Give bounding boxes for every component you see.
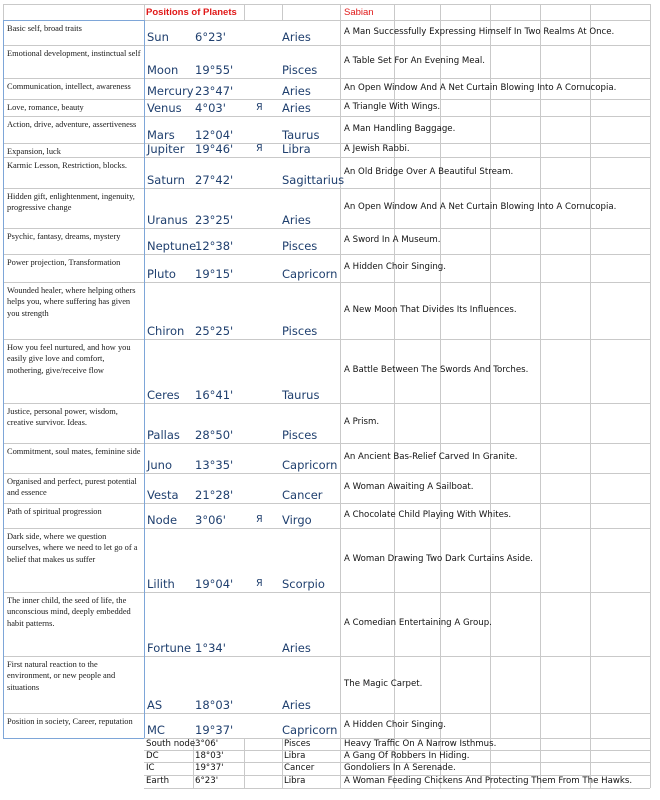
sabian-symbol: A New Moon That Divides Its Influences. xyxy=(344,305,517,315)
row-description: Hidden gift, enlightenment, ingenuity, progressive change xyxy=(7,192,135,213)
planet-sign: Aries xyxy=(282,698,311,712)
planet-sign: Aries xyxy=(282,641,311,655)
row-description: Basic self, broad traits xyxy=(7,24,82,33)
sabian-symbol: A Man Handling Baggage. xyxy=(344,124,456,134)
grid-hline xyxy=(3,503,650,504)
grid-vline xyxy=(244,738,245,788)
sabian-symbol: An Ancient Bas-Relief Carved In Granite. xyxy=(344,452,518,462)
grid-hline xyxy=(3,528,650,529)
planet-sign: Cancer xyxy=(282,488,323,502)
planet-name: MC xyxy=(147,723,165,737)
row-description: How you feel nurtured, and how you easily give love and comfort, mothering, give/receive flow xyxy=(7,343,131,375)
grid-vline xyxy=(394,4,395,788)
grid-hline xyxy=(3,403,650,404)
sabian-symbol: A Comedian Entertaining A Group. xyxy=(344,618,492,628)
grid-vline xyxy=(282,4,283,20)
planet-name: Uranus xyxy=(147,213,188,227)
planet-degree: 16°41' xyxy=(195,388,234,402)
planet-name: Neptune xyxy=(147,239,197,253)
planet-name: Sun xyxy=(147,30,169,44)
planet-degree: 23°47' xyxy=(195,84,234,98)
extra-point-sign: Pisces xyxy=(284,739,311,749)
planet-name: Mercury xyxy=(147,84,194,98)
grid-hline xyxy=(3,116,650,117)
sabian-symbol: A Table Set For An Evening Meal. xyxy=(344,56,485,66)
planet-name: Juno xyxy=(147,458,173,472)
planet-sign: Aries xyxy=(282,213,311,227)
extra-point-name: IC xyxy=(146,763,155,773)
planet-sign: Aries xyxy=(282,30,311,44)
planet-name: Mars xyxy=(147,128,175,142)
planet-degree: 3°06' xyxy=(195,513,226,527)
planet-sign: Taurus xyxy=(282,388,320,402)
row-description: Karmic Lesson, Restriction, blocks. xyxy=(7,161,128,170)
retrograde-mark: Я xyxy=(256,143,263,154)
sabian-symbol: A Hidden Choir Singing. xyxy=(344,262,446,272)
planet-degree: 12°38' xyxy=(195,239,234,253)
planet-degree: 21°28' xyxy=(195,488,234,502)
sabian-symbol: The Magic Carpet. xyxy=(344,679,423,689)
sabian-symbol: A Sword In A Museum. xyxy=(344,235,441,245)
planet-sign: Taurus xyxy=(282,128,320,142)
sabian-header: Sabian xyxy=(344,7,374,18)
row-description: Action, drive, adventure, assertiveness xyxy=(7,120,137,129)
planet-degree: 6°23' xyxy=(195,30,226,44)
row-description: Organised and perfect, purest potential and essence xyxy=(7,477,137,498)
planet-name: Chiron xyxy=(147,324,185,338)
planet-degree: 19°55' xyxy=(195,63,234,77)
grid-hline xyxy=(3,4,650,5)
sabian-symbol: An Open Window And A Net Curtain Blowing Into A Cornucopia. xyxy=(344,202,617,212)
description-border xyxy=(3,738,144,739)
sabian-symbol: A Triangle With Wings. xyxy=(344,102,441,112)
extra-point-sign: Cancer xyxy=(284,763,315,773)
planet-degree: 1°34' xyxy=(195,641,226,655)
planet-name: Saturn xyxy=(147,173,185,187)
planet-sign: Pisces xyxy=(282,324,318,338)
grid-hline xyxy=(3,713,650,714)
grid-hline xyxy=(3,443,650,444)
extra-point-degree: 6°23' xyxy=(195,776,219,786)
grid-hline xyxy=(3,254,650,255)
grid-hline xyxy=(3,143,650,144)
row-description: Position in society, Career, reputation xyxy=(7,717,133,726)
extra-point-sabian: A Woman Feeding Chickens And Protecting Them From The Hawks. xyxy=(344,776,633,786)
planet-degree: 19°46' xyxy=(195,142,234,156)
planet-sign: Aries xyxy=(282,84,311,98)
planet-name: Fortune xyxy=(147,641,192,655)
planet-sign: Scorpio xyxy=(282,577,325,591)
planet-name: Node xyxy=(147,513,178,527)
grid-vline xyxy=(490,4,491,788)
grid-hline xyxy=(3,45,650,46)
extra-point-sign: Libra xyxy=(284,751,306,761)
sabian-symbol: A Hidden Choir Singing. xyxy=(344,720,446,730)
planet-degree: 4°03' xyxy=(195,101,226,115)
row-description: Dark side, where we question ourselves, where we need to let go of a belief that makes us suffer xyxy=(7,532,138,564)
planet-name: Ceres xyxy=(147,388,180,402)
retrograde-mark: Я xyxy=(256,578,263,589)
grid-hline xyxy=(3,473,650,474)
planet-sign: Virgo xyxy=(282,513,312,527)
grid-vline xyxy=(440,4,441,788)
planet-degree: 19°04' xyxy=(195,577,234,591)
extra-point-name: DC xyxy=(146,751,159,761)
planet-sign: Pisces xyxy=(282,63,318,77)
grid-hline xyxy=(3,188,650,189)
planet-name: Vesta xyxy=(147,488,179,502)
planet-degree: 28°50' xyxy=(195,428,234,442)
extra-point-name: Earth xyxy=(146,776,170,786)
planet-degree: 23°25' xyxy=(195,213,234,227)
grid-hline xyxy=(3,99,650,100)
grid-hline xyxy=(3,339,650,340)
grid-hline xyxy=(3,656,650,657)
planet-sign: Aries xyxy=(282,101,311,115)
planet-sign: Capricorn xyxy=(282,267,338,281)
planet-degree: 18°03' xyxy=(195,698,234,712)
extra-point-sabian: A Gang Of Robbers In Hiding. xyxy=(344,751,470,761)
planet-name: AS xyxy=(147,698,163,712)
extra-point-sabian: Heavy Traffic On A Narrow Isthmus. xyxy=(344,739,497,749)
planet-degree: 25°25' xyxy=(195,324,234,338)
sabian-symbol: A Chocolate Child Playing With Whites. xyxy=(344,510,512,520)
row-description: The inner child, the seed of life, the unconscious mind, deeply embedded habit patterns. xyxy=(7,596,131,628)
planet-degree: 19°15' xyxy=(195,267,234,281)
planet-sign: Libra xyxy=(282,142,311,156)
planet-degree: 13°35' xyxy=(195,458,234,472)
retrograde-mark: Я xyxy=(256,102,263,113)
description-border xyxy=(3,20,144,21)
grid-hline xyxy=(3,282,650,283)
sabian-symbol: A Jewish Rabbi. xyxy=(344,144,410,154)
grid-hline xyxy=(144,788,650,789)
sabian-symbol: A Man Successfully Expressing Himself In Two Realms At Once. xyxy=(344,27,615,37)
planet-sign: Pisces xyxy=(282,428,318,442)
sabian-symbol: A Woman Awaiting A Sailboat. xyxy=(344,482,474,492)
extra-point-degree: 18°03' xyxy=(195,751,224,761)
row-description: Commitment, soul mates, feminine side xyxy=(7,447,141,456)
sabian-symbol: An Old Bridge Over A Beautiful Stream. xyxy=(344,167,514,177)
planet-name: Moon xyxy=(147,63,179,77)
retrograde-mark: Я xyxy=(256,514,263,525)
row-description: Justice, personal power, wisdom, creative survivor. Ideas. xyxy=(7,407,118,428)
extra-point-degree: 19°37' xyxy=(195,763,224,773)
grid-hline xyxy=(3,228,650,229)
grid-vline xyxy=(650,4,651,788)
grid-vline xyxy=(244,4,245,20)
planet-name: Venus xyxy=(147,101,182,115)
planet-sign: Sagittarius xyxy=(282,173,345,187)
grid-vline xyxy=(540,4,541,788)
description-border xyxy=(3,20,4,738)
grid-vline xyxy=(590,4,591,788)
planet-name: Pallas xyxy=(147,428,180,442)
extra-point-degree: 3°06' xyxy=(195,739,219,749)
planet-name: Lilith xyxy=(147,577,175,591)
grid-hline xyxy=(3,592,650,593)
sabian-symbol: A Prism. xyxy=(344,417,380,427)
row-description: Power projection, Transformation xyxy=(7,258,121,267)
row-description: Wounded healer, where helping others helps you, where suffering has given you strength xyxy=(7,286,136,318)
positions-header: Positions of Planets xyxy=(146,7,237,18)
row-description: Emotional development, instinctual self xyxy=(7,49,141,58)
description-border xyxy=(144,20,145,738)
planet-name: Pluto xyxy=(147,267,176,281)
planet-name: Jupiter xyxy=(147,142,185,156)
sabian-symbol: A Woman Drawing Two Dark Curtains Aside. xyxy=(344,554,533,564)
sabian-symbol: A Battle Between The Swords And Torches. xyxy=(344,365,529,375)
row-description: Expansion, luck xyxy=(7,147,61,156)
row-description: Psychic, fantasy, dreams, mystery xyxy=(7,232,121,241)
planet-degree: 27°42' xyxy=(195,173,234,187)
planet-sign: Pisces xyxy=(282,239,318,253)
planet-degree: 19°37' xyxy=(195,723,234,737)
planet-sign: Capricorn xyxy=(282,723,338,737)
grid-vline xyxy=(282,738,283,788)
row-description: First natural reaction to the environment, or new people and situations xyxy=(7,660,116,692)
sabian-symbol: An Open Window And A Net Curtain Blowing Into A Cornucopia. xyxy=(344,83,617,93)
grid-vline xyxy=(340,4,341,788)
extra-point-sign: Libra xyxy=(284,776,306,786)
row-description: Path of spiritual progression xyxy=(7,507,102,516)
planet-sign: Capricorn xyxy=(282,458,338,472)
grid-hline xyxy=(3,78,650,79)
planet-degree: 12°04' xyxy=(195,128,234,142)
row-description: Communication, intellect, awareness xyxy=(7,82,131,91)
row-description: Love, romance, beauty xyxy=(7,103,84,112)
extra-point-sabian: Gondoliers In A Serenade. xyxy=(344,763,456,773)
extra-point-name: South node xyxy=(146,739,196,749)
